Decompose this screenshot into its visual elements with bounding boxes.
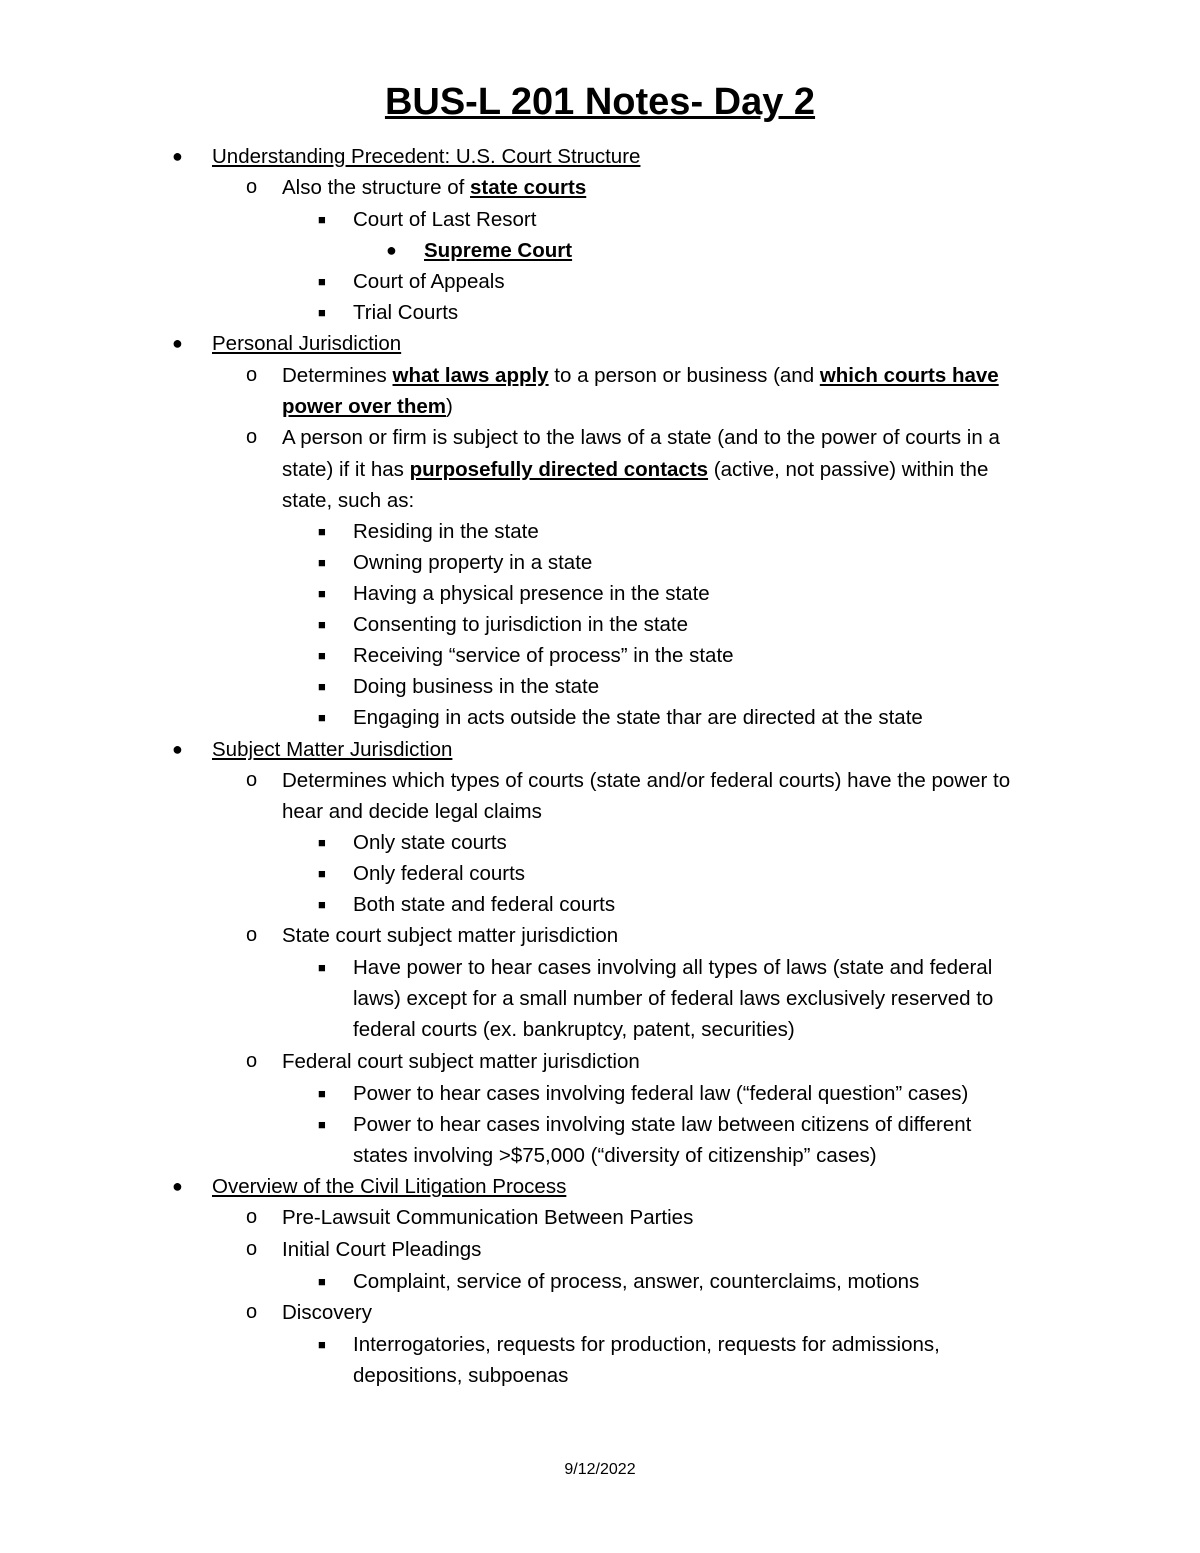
list-item: Federal court subject matter jurisdiction bbox=[282, 1050, 640, 1073]
list-item: Both state and federal courts bbox=[353, 893, 616, 916]
list-item: Court of Last Resort bbox=[353, 208, 537, 231]
bullet-square: ■ bbox=[318, 960, 326, 975]
bullet-circle: o bbox=[246, 364, 258, 386]
bullet-square: ■ bbox=[318, 586, 326, 601]
page-title: BUS-L 201 Notes- Day 2 bbox=[384, 81, 816, 123]
list-item-continuation bbox=[282, 391, 453, 422]
list-item: State court subject matter jurisdiction bbox=[282, 924, 619, 947]
list-item: Doing business in the state bbox=[353, 675, 600, 698]
bullet-circle: o bbox=[246, 426, 258, 448]
list-item-continuation: federal courts (ex. bankruptcy, patent, securities) bbox=[353, 1018, 795, 1041]
list-item: Determines which types of courts (state and/or federal courts) have the power to bbox=[282, 769, 1011, 792]
list-item: Complaint, service of process, answer, counterclaims, motions bbox=[353, 1270, 920, 1293]
text-run: to a person or business (and bbox=[548, 364, 820, 387]
bullet-square: ■ bbox=[318, 305, 326, 320]
section-heading-civil-litigation: Overview of the Civil Litigation Process bbox=[212, 1175, 567, 1198]
bullet-square: ■ bbox=[318, 835, 326, 850]
bullet-square: ■ bbox=[318, 648, 326, 663]
list-item-continuation: depositions, subpoenas bbox=[353, 1364, 569, 1387]
footer-date: 9/12/2022 bbox=[564, 1461, 636, 1478]
bullet-disc: ● bbox=[386, 240, 397, 260]
list-item: Consenting to jurisdiction in the state bbox=[353, 613, 689, 636]
bullet-disc: ● bbox=[172, 333, 183, 353]
emphasis-text: power over them bbox=[282, 395, 447, 418]
bullet-square: ■ bbox=[318, 897, 326, 912]
list-item: Owning property in a state bbox=[353, 551, 593, 574]
list-item: Court of Appeals bbox=[353, 270, 505, 293]
section-heading-court-structure: Understanding Precedent: U.S. Court Structure bbox=[212, 145, 641, 168]
list-item: Receiving “service of process” in the state bbox=[353, 644, 734, 667]
list-item: Have power to hear cases involving all types of laws (state and federal bbox=[353, 956, 993, 979]
bullet-square: ■ bbox=[318, 710, 326, 725]
list-item-continuation: states involving >$75,000 (“diversity of citizenship” cases) bbox=[353, 1144, 877, 1167]
list-item: Supreme Court bbox=[424, 239, 573, 262]
list-item: Power to hear cases involving federal law (“federal question” cases) bbox=[353, 1082, 969, 1105]
list-item-continuation: state, such as: bbox=[282, 489, 415, 512]
list-item: A person or firm is subject to the laws of a state (and to the power of courts in a bbox=[282, 426, 1000, 449]
bullet-circle: o bbox=[246, 1206, 258, 1228]
emphasis-text: what laws apply bbox=[392, 364, 549, 387]
bullet-square: ■ bbox=[318, 274, 326, 289]
bullet-circle: o bbox=[246, 176, 258, 198]
bullet-square: ■ bbox=[318, 1086, 326, 1101]
list-item: Pre-Lawsuit Communication Between Parties bbox=[282, 1206, 694, 1229]
emphasis-text: which courts have bbox=[819, 364, 999, 387]
bullet-square: ■ bbox=[318, 524, 326, 539]
text-run: (active, not passive) within the bbox=[708, 458, 989, 481]
bullet-square: ■ bbox=[318, 1337, 326, 1352]
list-item: Discovery bbox=[282, 1301, 372, 1324]
list-item-continuation bbox=[282, 454, 988, 485]
list-item: Trial Courts bbox=[353, 301, 459, 324]
list-item: Only federal courts bbox=[353, 862, 526, 885]
bullet-square: ■ bbox=[318, 555, 326, 570]
list-item: Having a physical presence in the state bbox=[353, 582, 710, 605]
bullet-circle: o bbox=[246, 1050, 258, 1072]
list-item bbox=[282, 360, 999, 391]
bullet-disc: ● bbox=[172, 739, 183, 759]
bullet-disc: ● bbox=[172, 1176, 183, 1196]
section-heading-personal-jurisdiction: Personal Jurisdiction bbox=[212, 332, 402, 355]
emphasis-text: purposefully directed contacts bbox=[409, 458, 709, 481]
list-item: Power to hear cases involving state law between citizens of different bbox=[353, 1113, 972, 1136]
bullet-square: ■ bbox=[318, 1274, 326, 1289]
bullet-square: ■ bbox=[318, 866, 326, 881]
list-item-continuation: laws) except for a small number of federal laws exclusively reserved to bbox=[353, 987, 994, 1010]
bullet-circle: o bbox=[246, 1238, 258, 1260]
bullet-circle: o bbox=[246, 924, 258, 946]
text-run: ) bbox=[446, 395, 453, 418]
text-run: Determines bbox=[282, 364, 393, 387]
bullet-circle: o bbox=[246, 1301, 258, 1323]
section-heading-subject-matter: Subject Matter Jurisdiction bbox=[212, 738, 453, 761]
list-item: Initial Court Pleadings bbox=[282, 1238, 482, 1261]
list-item: Engaging in acts outside the state thar are directed at the state bbox=[353, 706, 923, 729]
text-run: Also the structure of bbox=[282, 176, 471, 199]
list-item-continuation: hear and decide legal claims bbox=[282, 800, 542, 823]
bullet-square: ■ bbox=[318, 679, 326, 694]
list-item: Only state courts bbox=[353, 831, 507, 854]
text-run: state) if it has bbox=[282, 458, 410, 481]
bullet-square: ■ bbox=[318, 617, 326, 632]
bullet-disc: ● bbox=[172, 146, 183, 166]
emphasis-text: state courts bbox=[470, 176, 587, 199]
bullet-square: ■ bbox=[318, 1117, 326, 1132]
bullet-circle: o bbox=[246, 769, 258, 791]
list-item bbox=[282, 172, 586, 203]
bullet-square: ■ bbox=[318, 212, 326, 227]
list-item: Interrogatories, requests for production, requests for admissions, bbox=[353, 1333, 940, 1356]
list-item: Residing in the state bbox=[353, 520, 539, 543]
